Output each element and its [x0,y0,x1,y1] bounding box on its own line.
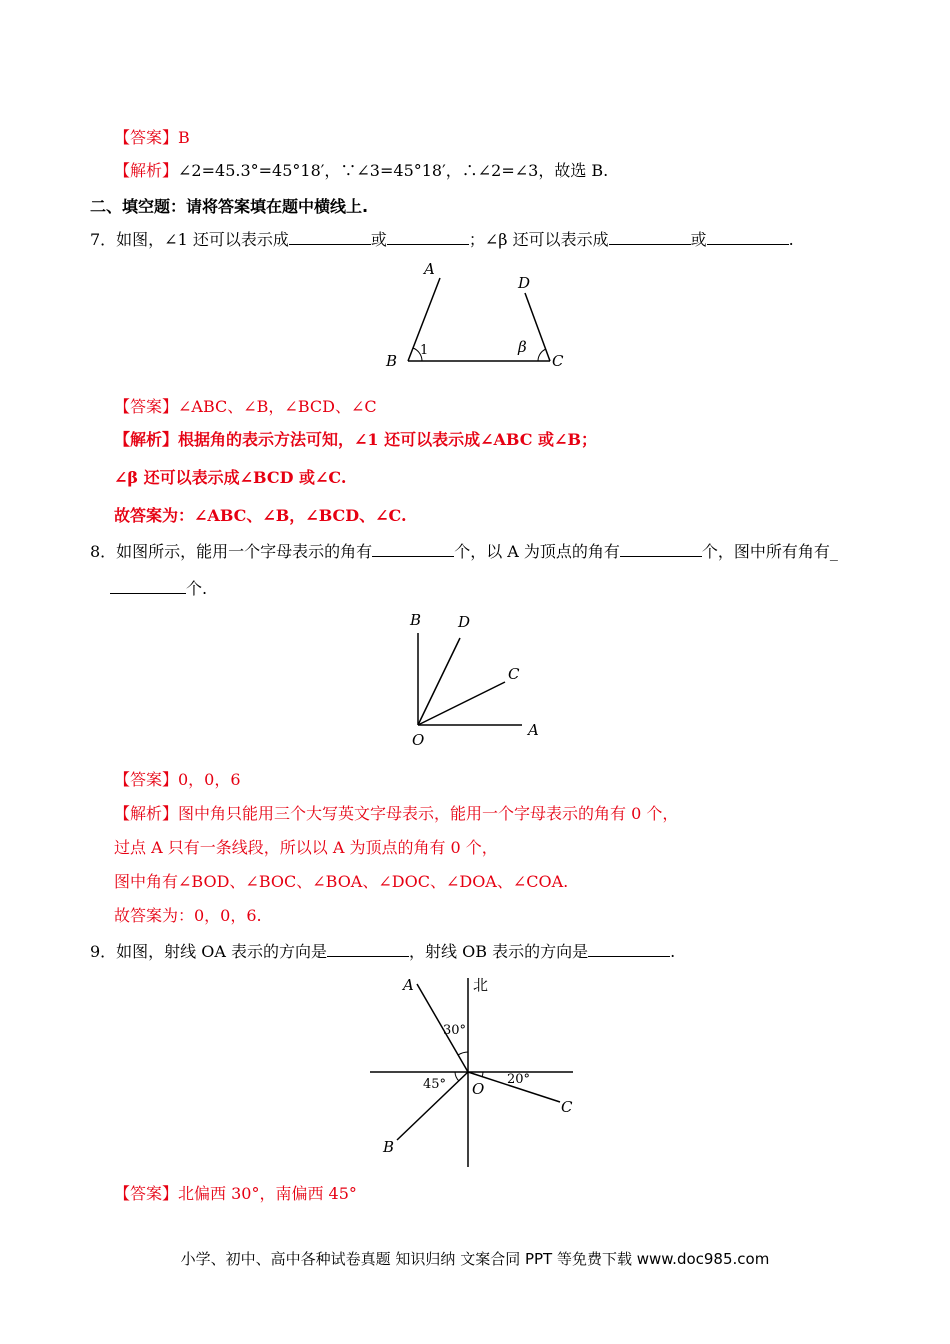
q7-text-4: 或 [690,230,707,249]
q7-angle-arc-beta [538,349,546,361]
q8-text-2: 个，以 A 为顶点的角有 [454,542,620,561]
q8-blank-2[interactable] [620,542,702,557]
q7-blank-3[interactable] [609,230,691,245]
q8-blank-3[interactable] [110,579,186,594]
q9-label-c: C [561,1098,573,1116]
q8-analysis-2: 过点 A 只有一条线段，所以以 A 为顶点的角有 0 个， [114,838,498,857]
q9-blank-2[interactable] [588,942,670,957]
q7-label-1: 1 [420,343,429,358]
q7-blank-1[interactable] [289,230,371,245]
q9-label-b: B [383,1138,395,1156]
q6-analysis: ∠2=45.3°=45°18′，∵∠3=45°18′，∴∠2=∠3，故选 B. [178,161,609,180]
q9-text-2: ，射线 OB 表示的方向是 [409,942,589,961]
q9-text-3: . [670,942,676,961]
q7-label-d: D [518,274,531,292]
q7-text-1: 7．如图，∠1 还可以表示成 [90,230,289,249]
q8-label-d: D [458,613,471,631]
q9-answer: 【答案】北偏西 30°，南偏西 45° [114,1184,357,1203]
q8-ray-od [418,638,460,725]
q9-label-20: 20° [507,1072,531,1087]
q7-text-2: 或 [370,230,387,249]
q9-label-o: O [472,1080,485,1098]
q7-blank-2[interactable] [387,230,469,245]
q8-text-4: 个. [186,579,208,598]
q9-label-north: 北 [473,976,489,994]
q7-text-3: ；∠β 还可以表示成 [468,230,609,249]
q8-question [90,542,838,562]
q8-text-3: 个，图中所有角有_ [701,542,838,561]
q8-answer: 【答案】0，0，6 [114,770,241,789]
section-title: 二、填空题：请将答案填在题中横线上. [90,197,369,216]
q8-label-o: O [412,731,425,749]
q9-label-30: 30° [443,1023,467,1038]
q9-figure [365,970,580,1170]
q6-analysis-line [114,161,608,181]
q7-question [90,230,794,250]
q7-line-cd [525,293,550,361]
q8-label-b: B [410,611,422,629]
q7-analysis-1: 【解析】根据角的表示方法可知，∠1 还可以表示成∠ABC 或∠B； [114,430,597,449]
q7-blank-4[interactable] [707,230,789,245]
q6-answer: 【答案】B [114,128,190,147]
q8-figure [400,605,560,750]
q8-analysis-3: 图中角有∠BOD、∠BOC、∠BOA、∠DOC、∠DOA、∠COA. [114,872,569,891]
q8-label-a: A [528,721,539,739]
q7-answer: 【答案】∠ABC、∠B，∠BCD、∠C [114,397,377,416]
q9-arc-45 [455,1072,459,1081]
q9-blank-1[interactable] [327,942,409,957]
q8-ray-oc [418,682,505,725]
q8-label-c: C [508,665,520,683]
q7-label-c: C [552,352,564,370]
q7-analysis-2: ∠β 还可以表示成∠BCD 或∠C. [114,468,347,487]
q7-label-b: B [386,352,398,370]
q8-question-cont [110,579,207,599]
q7-label-a: A [424,260,435,278]
q8-analysis-1: 【解析】图中角只能用三个大写英文字母表示，能用一个字母表示的角有 0 个， [114,804,679,823]
q7-label-beta: β [518,338,527,356]
q7-figure [380,258,580,378]
q8-blank-1[interactable] [372,542,454,557]
q8-analysis-4: 故答案为：0，0，6. [114,906,262,925]
q9-arc-30 [458,1052,468,1055]
q8-text-1: 8．如图所示，能用一个字母表示的角有 [90,542,373,561]
q9-label-a: A [403,976,414,994]
q7-text-5: . [788,230,794,249]
q9-label-45: 45° [423,1077,447,1092]
q6-analysis-label: 【解析】 [114,161,179,180]
q7-analysis-3: 故答案为：∠ABC、∠B，∠BCD、∠C. [114,506,407,525]
q9-question [90,942,675,962]
q9-text-1: 9．如图，射线 OA 表示的方向是 [90,942,328,961]
page-footer: 小学、初中、高中各种试卷真题 知识归纳 文案合同 PPT 等免费下载 www.doc985.com [180,1250,770,1268]
